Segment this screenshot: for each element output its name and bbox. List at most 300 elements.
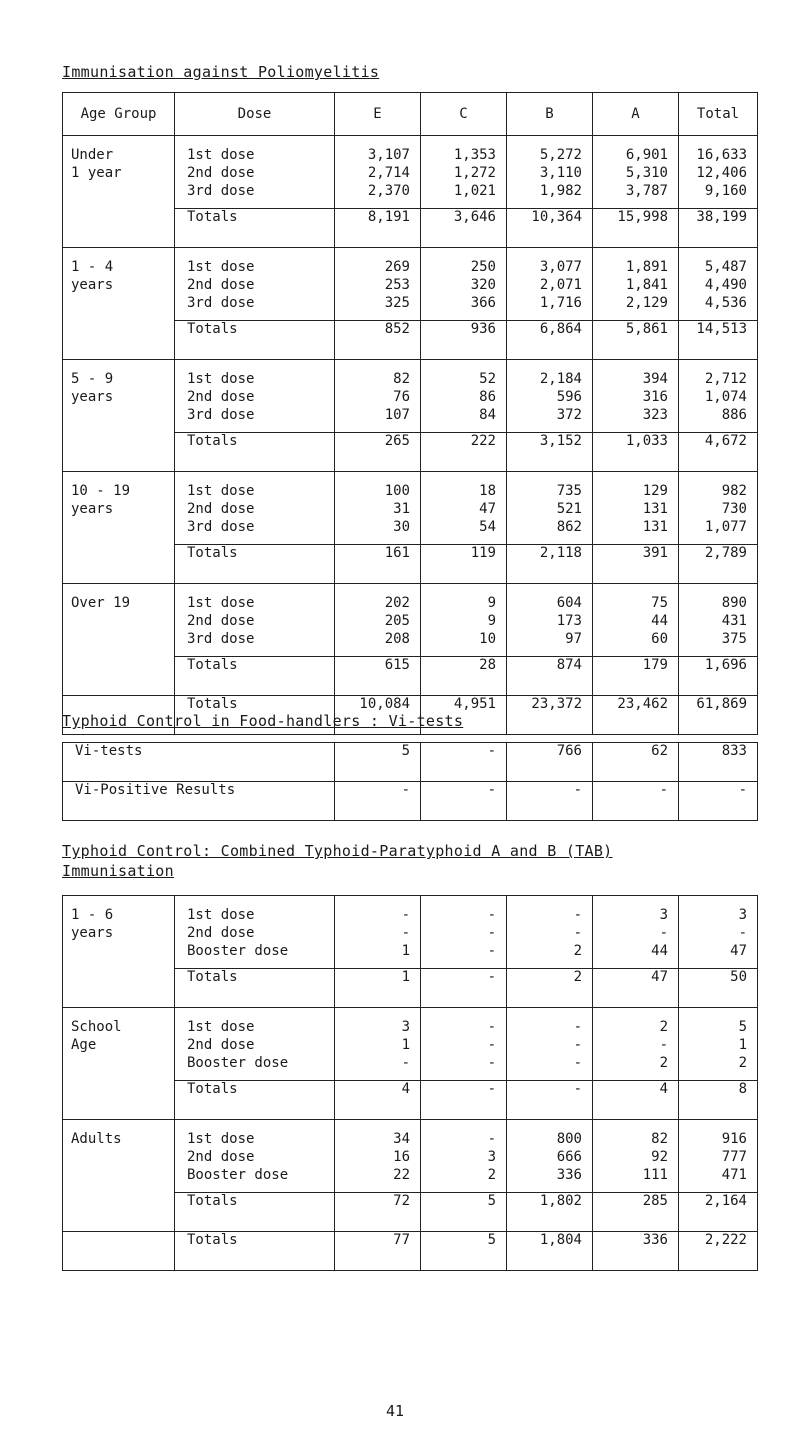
age-group-sublabel: 1 year [71, 165, 122, 181]
totals-value-c: - [421, 1081, 507, 1120]
group-row [63, 360, 758, 433]
vi-value: 5 [335, 743, 421, 782]
dose-cell [175, 1008, 335, 1081]
vi-value: - [421, 743, 507, 782]
value-cell-c [421, 360, 507, 433]
totals-value-e: 265 [335, 433, 421, 472]
value-cell-b [507, 896, 593, 969]
grand-totals-value-c: 5 [421, 1232, 507, 1271]
totals-value-e: 1 [335, 969, 421, 1008]
totals-value-t: 2,789 [679, 545, 758, 584]
value: 9 [487, 595, 496, 611]
value: - [738, 925, 747, 941]
grand-totals-label: Totals [175, 696, 335, 735]
value-cell-e [335, 360, 421, 433]
value: 730 [721, 501, 747, 517]
value-cell-e [335, 472, 421, 545]
value-cell-c [421, 1008, 507, 1081]
col-header-age-group: Age Group [63, 93, 175, 136]
grand-totals-value-b: 1,804 [507, 1232, 593, 1271]
vi-row [63, 782, 758, 821]
age-group-sublabel: years [71, 389, 114, 405]
age-group-sublabel: Age [71, 1037, 97, 1053]
value-cell-a [593, 248, 679, 321]
totals-label: Totals [175, 1081, 335, 1120]
grand-totals-value-b: 23,372 [507, 696, 593, 735]
value: 1,716 [539, 295, 582, 311]
value: 1,841 [625, 277, 668, 293]
dose-label: 3rd dose [187, 631, 255, 647]
totals-value-b: 1,802 [507, 1193, 593, 1232]
col-header-b: B [507, 93, 593, 136]
value: 325 [384, 295, 410, 311]
value: 5,310 [625, 165, 668, 181]
value: 3 [738, 907, 747, 923]
page-number: 41 [386, 1402, 405, 1420]
grand-totals-value-e: 77 [335, 1232, 421, 1271]
value: 323 [642, 407, 668, 423]
totals-value-a: 5,861 [593, 321, 679, 360]
totals-label: Totals [175, 969, 335, 1008]
vi-value: 62 [593, 743, 679, 782]
age-group-cell [63, 584, 175, 696]
vi-row-label: Vi-tests [63, 743, 335, 782]
value: 2 [659, 1055, 668, 1071]
vi-table [62, 742, 758, 821]
age-group-label: 5 - 9 [71, 371, 114, 387]
value: 666 [556, 1149, 582, 1165]
value: 5 [738, 1019, 747, 1035]
value: 5,487 [704, 259, 747, 275]
value: 131 [642, 501, 668, 517]
value: 1,074 [704, 389, 747, 405]
value: 375 [721, 631, 747, 647]
group-row [63, 1120, 758, 1193]
dose-cell [175, 136, 335, 209]
value: 3 [487, 1149, 496, 1165]
value: 16 [393, 1149, 410, 1165]
vi-value: 766 [507, 743, 593, 782]
age-group-label: Under [71, 147, 114, 163]
value: - [401, 1055, 410, 1071]
value: 76 [393, 389, 410, 405]
age-group-label: 1 - 6 [71, 907, 114, 923]
value: 1,982 [539, 183, 582, 199]
value-cell-t [679, 896, 758, 969]
value: 92 [651, 1149, 668, 1165]
value: 22 [393, 1167, 410, 1183]
value: 12,406 [696, 165, 747, 181]
value: 1,891 [625, 259, 668, 275]
dose-label: 2nd dose [187, 925, 255, 941]
value: 6,901 [625, 147, 668, 163]
group-row [63, 136, 758, 209]
totals-label: Totals [175, 545, 335, 584]
value-cell-t [679, 248, 758, 321]
value: 886 [721, 407, 747, 423]
dose-label: 1st dose [187, 1019, 255, 1035]
value: 30 [393, 519, 410, 535]
value: 111 [642, 1167, 668, 1183]
grand-totals-label: Totals [175, 1232, 335, 1271]
value: 82 [393, 371, 410, 387]
dose-label: 2nd dose [187, 277, 255, 293]
value: 2 [573, 943, 582, 959]
dose-cell [175, 896, 335, 969]
dose-label: 1st dose [187, 147, 255, 163]
value: 173 [556, 613, 582, 629]
value: - [659, 925, 668, 941]
totals-value-a: 391 [593, 545, 679, 584]
value: 75 [651, 595, 668, 611]
value-cell-a [593, 1120, 679, 1193]
value: 82 [651, 1131, 668, 1147]
value-cell-e [335, 1120, 421, 1193]
totals-label: Totals [175, 433, 335, 472]
value-cell-a [593, 472, 679, 545]
vi-value: - [593, 782, 679, 821]
totals-value-e: 8,191 [335, 209, 421, 248]
value-cell-t [679, 360, 758, 433]
age-group-cell [63, 472, 175, 584]
col-header-total: Total [679, 93, 758, 136]
value: 250 [470, 259, 496, 275]
value: 2,129 [625, 295, 668, 311]
value: 60 [651, 631, 668, 647]
value: - [573, 1055, 582, 1071]
value: 320 [470, 277, 496, 293]
grand-totals-value-e: 10,084 [335, 696, 421, 735]
value: 372 [556, 407, 582, 423]
value: 202 [384, 595, 410, 611]
age-group-label: Over 19 [71, 595, 131, 611]
value: 521 [556, 501, 582, 517]
typhoid-heading: Typhoid Control in Food-handlers : Vi-tests [62, 712, 464, 730]
col-header-e: E [335, 93, 421, 136]
value: 84 [479, 407, 496, 423]
grand-totals-value-t: 61,869 [679, 696, 758, 735]
value-cell-c [421, 248, 507, 321]
age-group-cell [63, 360, 175, 472]
value: 269 [384, 259, 410, 275]
col-header-dose: Dose [175, 93, 335, 136]
value-cell-c [421, 584, 507, 657]
dose-label: 2nd dose [187, 501, 255, 517]
totals-value-e: 852 [335, 321, 421, 360]
totals-value-a: 15,998 [593, 209, 679, 248]
age-group-cell [63, 1120, 175, 1232]
totals-value-a: 4 [593, 1081, 679, 1120]
value: 2,071 [539, 277, 582, 293]
value: 890 [721, 595, 747, 611]
value-cell-b [507, 584, 593, 657]
value: 129 [642, 483, 668, 499]
value: - [573, 1019, 582, 1035]
age-group-label: 10 - 19 [71, 483, 131, 499]
value: - [487, 1037, 496, 1053]
value: - [487, 907, 496, 923]
value: 107 [384, 407, 410, 423]
totals-value-b: 6,864 [507, 321, 593, 360]
dose-label: 1st dose [187, 595, 255, 611]
dose-label: 3rd dose [187, 519, 255, 535]
age-group-cell [63, 136, 175, 248]
totals-value-c: 936 [421, 321, 507, 360]
value-cell-c [421, 472, 507, 545]
dose-label: 1st dose [187, 371, 255, 387]
totals-value-t: 2,164 [679, 1193, 758, 1232]
totals-value-c: 5 [421, 1193, 507, 1232]
value: 54 [479, 519, 496, 535]
dose-label: 3rd dose [187, 183, 255, 199]
vi-value: - [421, 782, 507, 821]
value: 47 [479, 501, 496, 517]
dose-label: 1st dose [187, 1131, 255, 1147]
totals-value-t: 1,696 [679, 657, 758, 696]
group-row [63, 472, 758, 545]
value-cell-t [679, 1008, 758, 1081]
value: 777 [721, 1149, 747, 1165]
dose-cell [175, 360, 335, 433]
value: 3,787 [625, 183, 668, 199]
value: 2,714 [367, 165, 410, 181]
value: - [401, 925, 410, 941]
tab-table [62, 895, 758, 1271]
value: 52 [479, 371, 496, 387]
value: 44 [651, 943, 668, 959]
value: 3 [659, 907, 668, 923]
group-row [63, 248, 758, 321]
totals-value-e: 615 [335, 657, 421, 696]
value: - [487, 925, 496, 941]
totals-label: Totals [175, 321, 335, 360]
value: 253 [384, 277, 410, 293]
dose-cell [175, 1120, 335, 1193]
value: 1,272 [453, 165, 496, 181]
value: 1,021 [453, 183, 496, 199]
col-header-c: C [421, 93, 507, 136]
value: 982 [721, 483, 747, 499]
grand-totals-value-t: 2,222 [679, 1232, 758, 1271]
totals-value-e: 72 [335, 1193, 421, 1232]
dose-label: 2nd dose [187, 1037, 255, 1053]
value: 431 [721, 613, 747, 629]
dose-label: Booster dose [187, 943, 289, 959]
age-group-label: School [71, 1019, 122, 1035]
value: 336 [556, 1167, 582, 1183]
value: 9,160 [704, 183, 747, 199]
value-cell-e [335, 896, 421, 969]
dose-label: 1st dose [187, 259, 255, 275]
value: 471 [721, 1167, 747, 1183]
value: 394 [642, 371, 668, 387]
combined-heading-line2: Immunisation [62, 862, 174, 880]
value-cell-b [507, 248, 593, 321]
value-cell-t [679, 1120, 758, 1193]
value: 1 [401, 1037, 410, 1053]
value-cell-e [335, 584, 421, 657]
grand-totals-value-a: 336 [593, 1232, 679, 1271]
value-cell-e [335, 136, 421, 209]
value: - [573, 1037, 582, 1053]
age-group-cell [63, 1008, 175, 1120]
value: - [487, 1055, 496, 1071]
value: 800 [556, 1131, 582, 1147]
value-cell-a [593, 136, 679, 209]
grand-totals-blank [63, 1232, 175, 1271]
value: 205 [384, 613, 410, 629]
dose-label: 2nd dose [187, 389, 255, 405]
dose-label: 1st dose [187, 483, 255, 499]
group-row [63, 584, 758, 657]
dose-label: Booster dose [187, 1055, 289, 1071]
value: 86 [479, 389, 496, 405]
vi-row-label: Vi-Positive Results [63, 782, 335, 821]
group-row [63, 1008, 758, 1081]
value: 2,370 [367, 183, 410, 199]
value: 9 [487, 613, 496, 629]
value-cell-c [421, 896, 507, 969]
vi-value: 833 [679, 743, 758, 782]
value: 208 [384, 631, 410, 647]
grand-totals-value-a: 23,462 [593, 696, 679, 735]
totals-value-b: 874 [507, 657, 593, 696]
value: 3,107 [367, 147, 410, 163]
value: 16,633 [696, 147, 747, 163]
totals-value-t: 4,672 [679, 433, 758, 472]
dose-label: 3rd dose [187, 295, 255, 311]
value-cell-t [679, 472, 758, 545]
totals-value-e: 161 [335, 545, 421, 584]
value: 2,712 [704, 371, 747, 387]
totals-value-c: 119 [421, 545, 507, 584]
totals-label: Totals [175, 1193, 335, 1232]
value-cell-b [507, 1120, 593, 1193]
totals-value-a: 179 [593, 657, 679, 696]
value: - [487, 1019, 496, 1035]
value: 47 [730, 943, 747, 959]
vi-value: - [507, 782, 593, 821]
value: 2 [487, 1167, 496, 1183]
value: - [573, 925, 582, 941]
value-cell-b [507, 472, 593, 545]
value-cell-c [421, 136, 507, 209]
totals-value-b: 3,152 [507, 433, 593, 472]
value: 34 [393, 1131, 410, 1147]
vi-row [63, 743, 758, 782]
value-cell-a [593, 360, 679, 433]
totals-value-b: - [507, 1081, 593, 1120]
value: 1 [401, 943, 410, 959]
value: 316 [642, 389, 668, 405]
value-cell-a [593, 896, 679, 969]
value: 1,353 [453, 147, 496, 163]
value: 3,110 [539, 165, 582, 181]
value-cell-a [593, 1008, 679, 1081]
value: 5,272 [539, 147, 582, 163]
totals-value-a: 285 [593, 1193, 679, 1232]
value: 1,077 [704, 519, 747, 535]
dose-label: 2nd dose [187, 613, 255, 629]
value: - [487, 1131, 496, 1147]
totals-value-a: 47 [593, 969, 679, 1008]
dose-label: 2nd dose [187, 165, 255, 181]
totals-value-a: 1,033 [593, 433, 679, 472]
value: - [573, 907, 582, 923]
value: 44 [651, 613, 668, 629]
totals-value-t: 38,199 [679, 209, 758, 248]
value-cell-t [679, 584, 758, 657]
age-group-cell [63, 896, 175, 1008]
grand-totals-value-c: 4,951 [421, 696, 507, 735]
totals-value-c: 3,646 [421, 209, 507, 248]
totals-value-b: 10,364 [507, 209, 593, 248]
totals-value-t: 8 [679, 1081, 758, 1120]
value-cell-b [507, 1008, 593, 1081]
value: 4,536 [704, 295, 747, 311]
group-row [63, 896, 758, 969]
age-group-label: Adults [71, 1131, 122, 1147]
totals-label: Totals [175, 209, 335, 248]
value: 596 [556, 389, 582, 405]
totals-value-t: 50 [679, 969, 758, 1008]
value: 735 [556, 483, 582, 499]
totals-value-e: 4 [335, 1081, 421, 1120]
totals-value-c: 28 [421, 657, 507, 696]
totals-value-c: - [421, 969, 507, 1008]
age-group-cell [63, 248, 175, 360]
totals-value-c: 222 [421, 433, 507, 472]
value: 31 [393, 501, 410, 517]
value-cell-e [335, 248, 421, 321]
value-cell-c [421, 1120, 507, 1193]
value-cell-t [679, 136, 758, 209]
value: 4,490 [704, 277, 747, 293]
age-group-sublabel: years [71, 501, 114, 517]
col-header-a: A [593, 93, 679, 136]
dose-label: 3rd dose [187, 407, 255, 423]
value-cell-e [335, 1008, 421, 1081]
value: 3 [401, 1019, 410, 1035]
polio-heading: Immunisation against Poliomyelitis [62, 63, 380, 81]
value: - [401, 907, 410, 923]
dose-label: 2nd dose [187, 1149, 255, 1165]
value: 2 [738, 1055, 747, 1071]
value: 862 [556, 519, 582, 535]
value-cell-a [593, 584, 679, 657]
value: 366 [470, 295, 496, 311]
vi-value: - [335, 782, 421, 821]
value: 100 [384, 483, 410, 499]
totals-value-b: 2,118 [507, 545, 593, 584]
dose-cell [175, 584, 335, 657]
value: - [487, 943, 496, 959]
age-group-sublabel: years [71, 925, 114, 941]
combined-heading-line1: Typhoid Control: Combined Typhoid-Paratyphoid A and B (TAB) [62, 842, 613, 860]
value: 18 [479, 483, 496, 499]
value: - [659, 1037, 668, 1053]
value-cell-b [507, 136, 593, 209]
polio-table [62, 92, 758, 735]
totals-label: Totals [175, 657, 335, 696]
totals-value-t: 14,513 [679, 321, 758, 360]
totals-value-b: 2 [507, 969, 593, 1008]
age-group-label: 1 - 4 [71, 259, 114, 275]
dose-cell [175, 472, 335, 545]
value: 916 [721, 1131, 747, 1147]
value: 1 [738, 1037, 747, 1053]
vi-value: - [679, 782, 758, 821]
